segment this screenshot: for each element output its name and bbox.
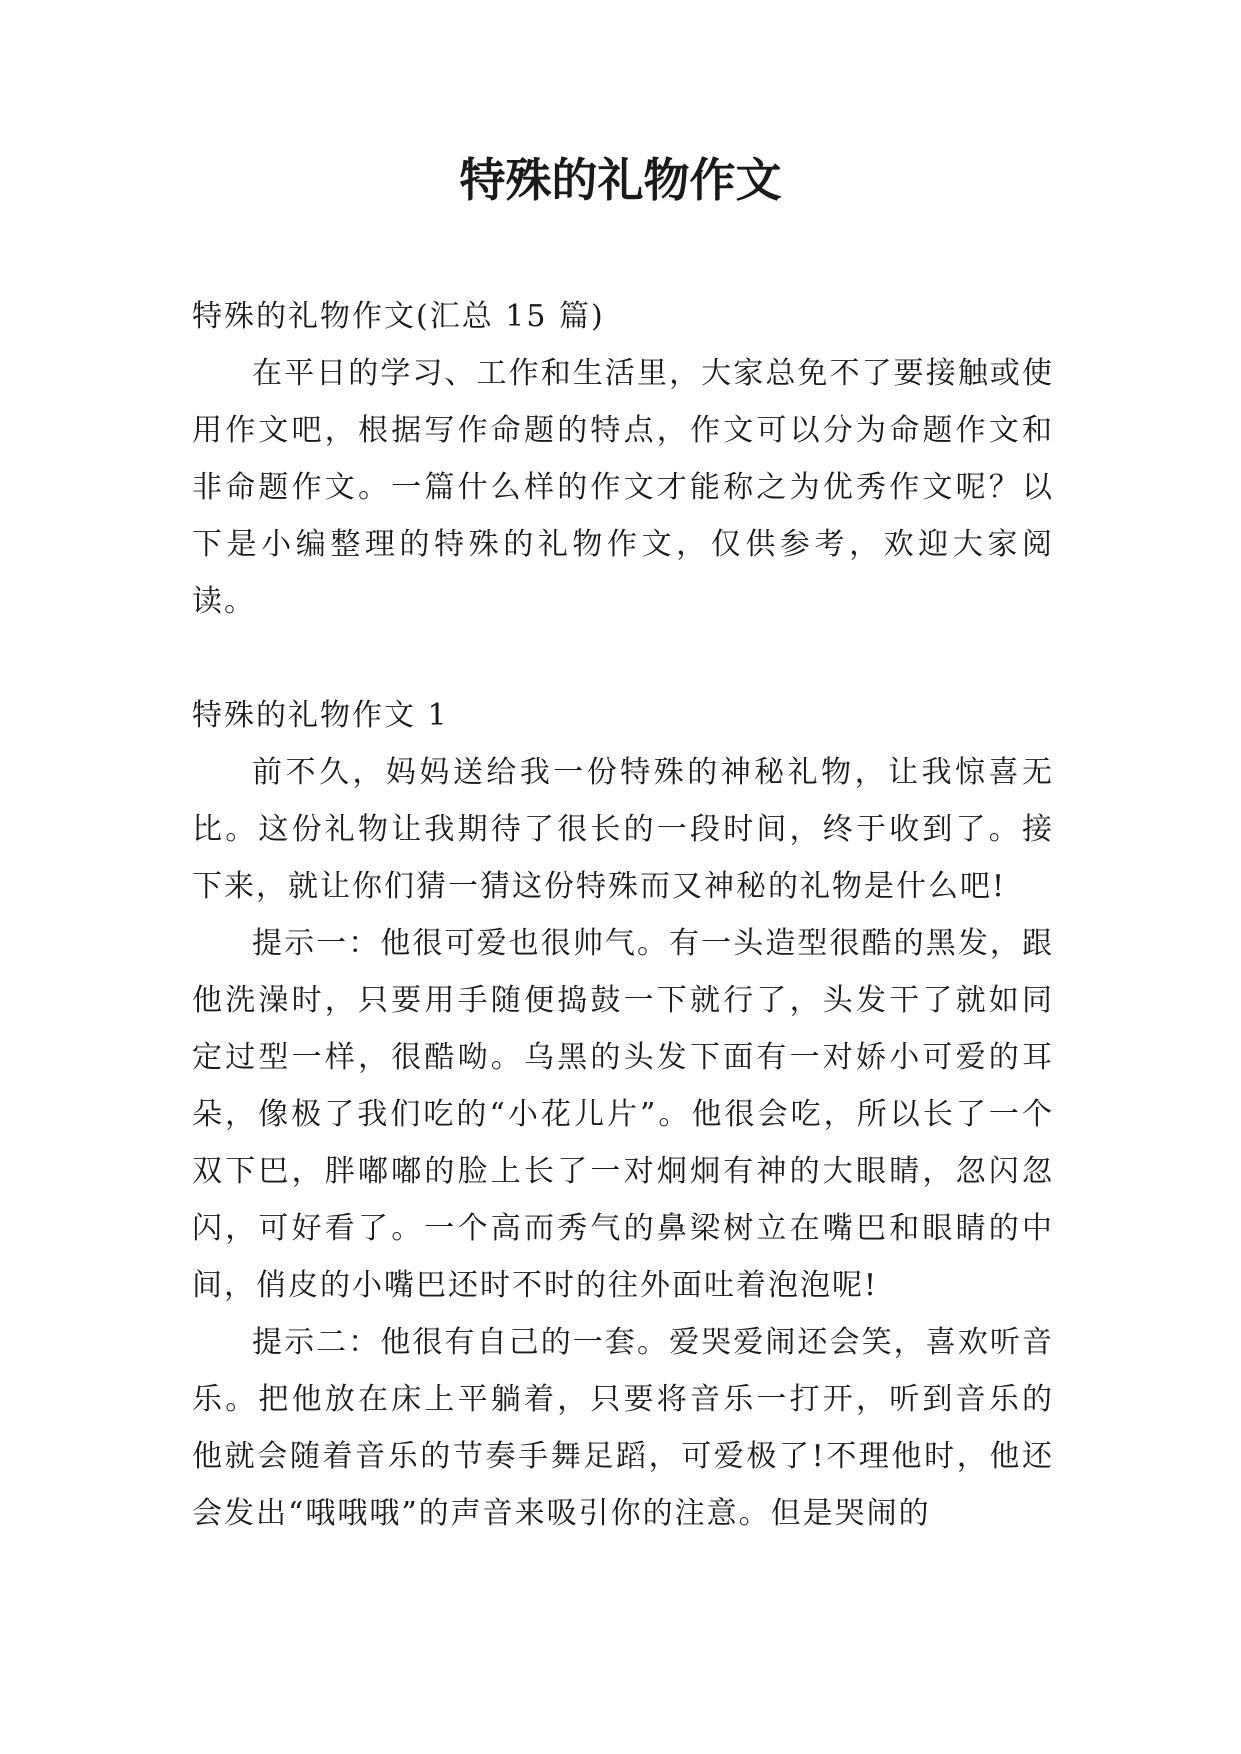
body-paragraph-3: 提示二：他很有自己的一套。爱哭爱闹还会笑，喜欢听音乐。把他放在床上平躺着，只要将音乐一打开，听到音乐的他就会随着音乐的节奏手舞足蹈，可爱极了!不理他时，他还会发出“哦哦哦”的声音来吸引你的注意。但是哭闹的: [192, 1325, 1054, 1531]
intro-paragraph: 在平日的学习、工作和生活里，大家总免不了要接触或使用作文吧，根据写作命题的特点，作文可以分为命题作文和非命题作文。一篇什么样的作文才能称之为优秀作文呢？以下是小编整理的特殊的礼物作文，仅供参考，欢迎大家阅读。: [192, 356, 1054, 619]
body-paragraph-1: 前不久，妈妈送给我一份特殊的神秘礼物，让我惊喜无比。这份礼物让我期待了很长的一段时间，终于收到了。接下来，就让你们猜一猜这份特殊而又神秘的礼物是什么吧!: [192, 755, 1054, 904]
document-body: [192, 288, 1054, 1542]
document-title: 特殊的礼物作文: [459, 153, 782, 207]
section-spacer: [192, 630, 1054, 687]
body-paragraph-2: 提示一：他很可爱也很帅气。有一头造型很酷的黑发，跟他洗澡时，只要用手随便捣鼓一下就行了，头发干了就如同定过型一样，很酷呦。乌黑的头发下面有一对娇小可爱的耳朵，像极了我们吃的“小花儿片”。他很会吃，所以长了一个双下巴，胖嘟嘟的脸上长了一对炯炯有神的大眼睛，忽闪忽闪，可好看了。一个高而秀气的鼻梁树立在嘴巴和眼睛的中间，俏皮的小嘴巴还时不时的往外面吐着泡泡呢!: [192, 926, 1054, 1303]
document-subtitle: 特殊的礼物作文(汇总 15 篇): [192, 299, 605, 334]
section-heading: 特殊的礼物作文 1: [192, 698, 449, 733]
